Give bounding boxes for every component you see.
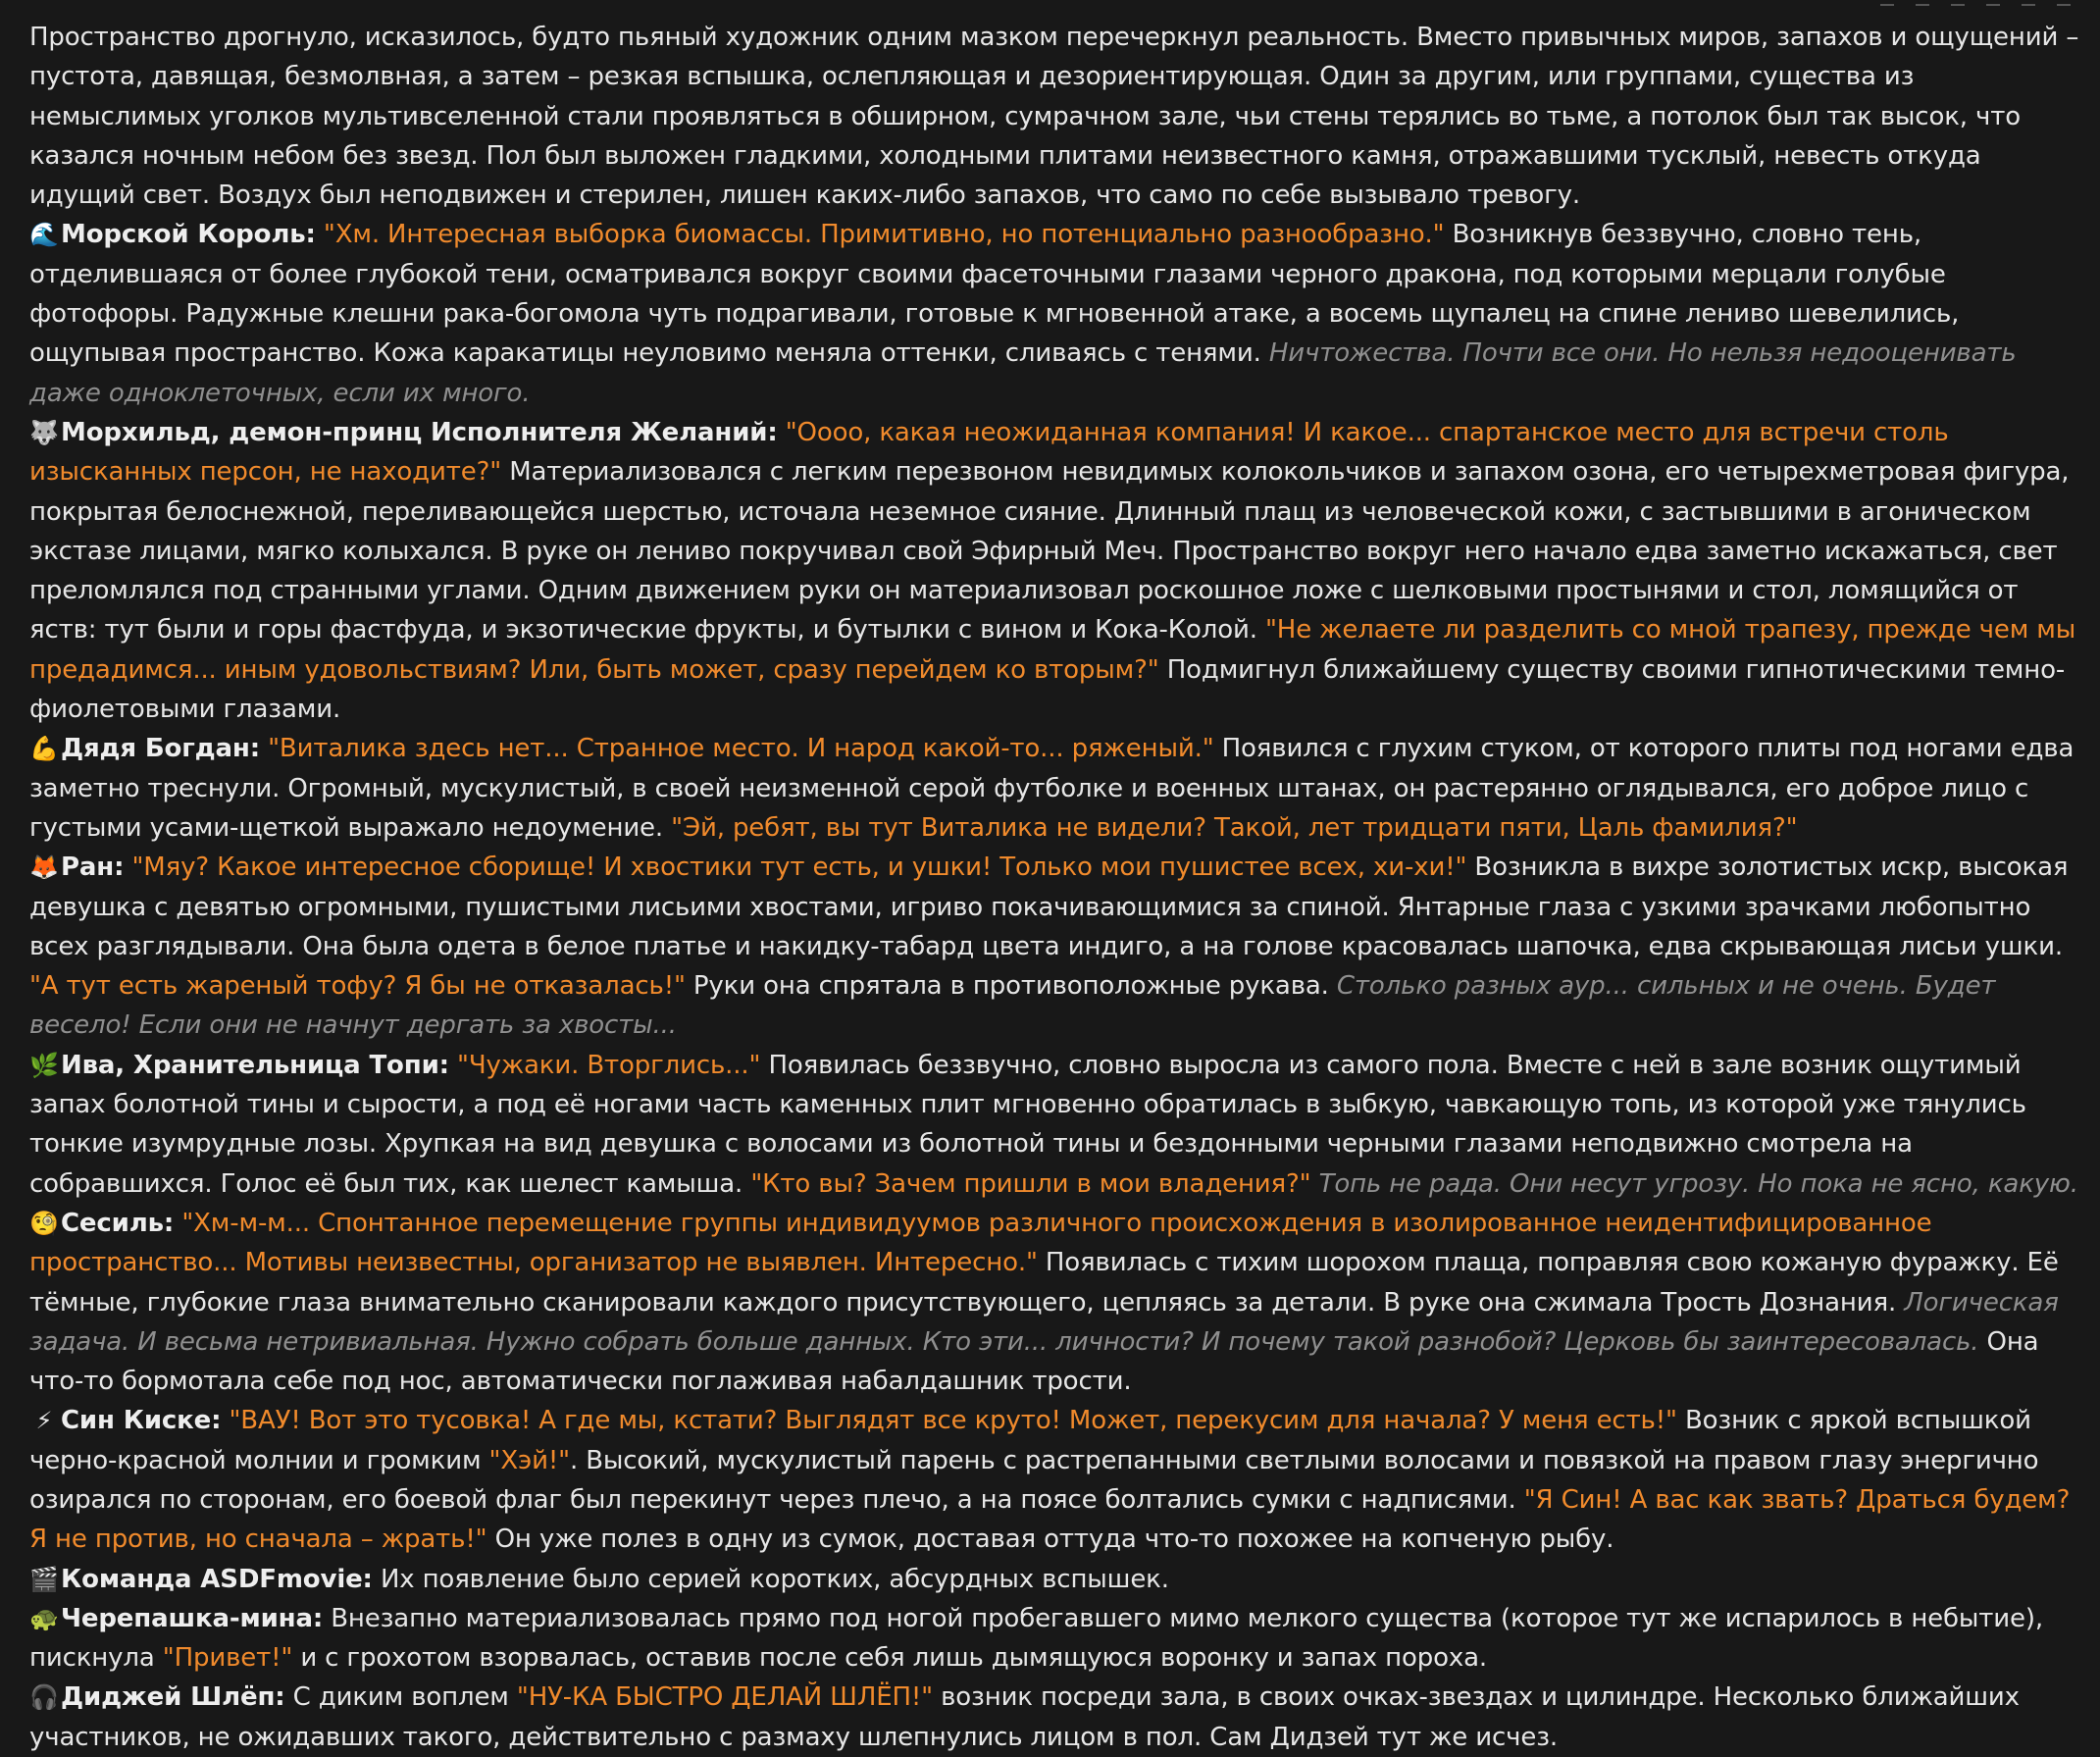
quote: "Виталика здесь нет... Странное место. И народ какой-то... ряженый." — [268, 734, 1214, 764]
turtle-icon: 🐢 — [29, 1604, 59, 1632]
narration: Внезапно материализовалась прямо под ногой пробегавшего мимо мелкого существа (которое тут же испарилось в небытие), пискнула — [29, 1603, 2043, 1674]
quote: "НУ-КА БЫСТРО ДЕЛАЙ ШЛЁП!" — [516, 1682, 933, 1713]
quote: "Кто вы? Зачем пришли в мои владения?" — [750, 1168, 1311, 1199]
quote: "Не желаете ли разделить со мной трапезу, прежде чем мы предадимся... иным удовольствиям? Или, быть может, сразу перейдем ко вторым?" — [29, 615, 2076, 685]
wave-icon: 🌊 — [29, 221, 59, 249]
quote: "А тут есть жареный тофу? Я бы не отказалась!" — [29, 971, 686, 1002]
quote: "Мяу? Какое интересное сборище! И хвостики тут есть, и ушки! Только мои пушистее всех, хи-хи!" — [131, 853, 1467, 883]
toolbar-icon[interactable] — [1916, 0, 1929, 6]
thought: Топь не рада. Они несут угрозу. Но пока не ясно, какую. — [1318, 1168, 2078, 1199]
narration: Возникнув беззвучно, словно тень, отделившаяся от более глубокой тени, осматривался вокруг своими фасеточными глазами черного дракона, под которыми мерцали голубые фотофоры. Радужные клешни рака-богомола чуть подрагивали, готовые к мгновенной атаке, а восемь щупалец на спине лениво шевелились, ощупывая пространство. Кожа каракатицы неуловимо меняла оттенки, сливаясь с тенями. — [29, 220, 1960, 369]
narration: возник посреди зала, в своих очках-звездах и цилиндре. Несколько ближайших участников, не ожидавших такого, действительно с размаху шлепнулись лицом в пол. Сам Дидзей тут же исчез. — [29, 1682, 2020, 1752]
quote: "Привет!" — [162, 1643, 293, 1674]
narration: . Высокий, мускулистый парень с растрепанными светлыми волосами и повязкой на правом глазу энергично озирался по сторонам, его боевой флаг был перекинут через плечо, а на поясе болтались сумки с надписями. — [29, 1445, 2039, 1515]
toolbar-icon[interactable] — [2057, 0, 2071, 6]
narration: Их появление было серией коротких, абсурдных вспышек. — [380, 1564, 1169, 1594]
toolbar-icon[interactable] — [1986, 0, 2000, 6]
chat-message — [29, 18, 2089, 1757]
top-toolbar — [0, 0, 2100, 12]
character-name: Команда ASDFmovie: — [61, 1564, 373, 1594]
narration: Появилась беззвучно, словно выросла из самого пола. Вместе с ней в зале возник ощутимый запах болотной тины и сырости, а под её ногами часть каменных плит мгновенно обратилась в зыбкую, чавкающую топь, из которой уже тянулись тонкие изумрудные лозы. Хрупкая на вид девушка с волосами из болотной тины и бездонными черными глазами неподвижно смотрела на собравшихся. Голос её был тих, как шелест камыша. — [29, 1050, 2026, 1199]
narration: и с грохотом взорвалась, оставив после себя лишь дымящуюся воронку и запах пороха. — [300, 1643, 1487, 1674]
entry-morhild — [29, 413, 2089, 729]
quote: "Чужаки. Вторглись..." — [457, 1050, 761, 1080]
entry-sea-king — [29, 215, 2089, 412]
entry-cecil — [29, 1204, 2089, 1401]
narration: Руки она спрятала в противоположные рукава. — [692, 971, 1329, 1002]
entry-turtle — [29, 1599, 2089, 1679]
character-name: Син Киске: — [61, 1406, 222, 1436]
quote: "Хм. Интересная выборка биомассы. Примитивно, но потенциально разнообразно." — [323, 220, 1445, 250]
flexed-bicep-icon: 💪 — [29, 735, 59, 763]
entry-asdf — [29, 1560, 2089, 1599]
thought: Ничтожества. Почти все они. Но нельзя недооценивать даже одноклеточных, если их много. — [29, 338, 2017, 408]
wolf-icon: 🐺 — [29, 418, 59, 446]
entry-dj — [29, 1678, 2089, 1757]
narration: С диким воплем — [292, 1682, 509, 1713]
narration: Появился с глухим стуком, от которого плиты под ногами едва заметно треснули. Огромный, мускулистый, в своей неизменной серой футболке и военных штанах, он растерянно оглядывался, его доброе лицо с густыми усами-щеткой выражало недоумение. — [29, 734, 2074, 843]
toolbar-icons — [1880, 0, 2071, 6]
character-name: Ран: — [61, 853, 125, 883]
character-name: Дядя Богдан: — [61, 734, 260, 764]
entry-ran — [29, 848, 2089, 1045]
thought: Столько разных аур... сильных и не очень. Будет весело! Если они не начнут дергать за хвосты... — [29, 971, 1996, 1041]
character-name: Диджей Шлёп: — [61, 1682, 285, 1713]
thought: Логическая задача. И весьма нетривиальная. Нужно собрать больше данных. Кто эти... личности? И почему такой разнобой? Церковь бы заинтересовалась. — [29, 1287, 2059, 1357]
entry-bogdan — [29, 729, 2089, 848]
lightning-icon: ⚡ — [35, 1407, 53, 1435]
monocle-face-icon: 🧐 — [29, 1209, 59, 1237]
entry-iva — [29, 1046, 2089, 1204]
narration: Возник с яркой вспышкой черно-красной молнии и громким — [29, 1406, 2031, 1475]
quote: "ВАУ! Вот это тусовка! А где мы, кстати? Выглядят все круто! Может, перекусим для начала? У меня есть!" — [229, 1406, 1677, 1436]
clapperboard-icon: 🎬 — [29, 1565, 59, 1593]
character-name: Черепашка-мина: — [61, 1603, 324, 1633]
narration: Подмигнул ближайшему существу своими гипнотическими темно-фиолетовыми глазами. — [29, 654, 2066, 725]
narration: Материализовался с легким перезвоном невидимых колокольчиков и запахом озона, его четырехметровая фигура, покрытая белоснежной, переливающейся шерстью, источала неземное сияние. Длинный плащ из человеческой кожи, с застывшими в агоническом экстазе лицами, мягко колыхался. В руке он лениво покручивал свой Эфирный Меч. Пространство вокруг него начало едва заметно искажаться, свет преломлялся под странными углами. Одним движением руки он материализовал роскошное ложе с шелковыми простынями и стол, ломящийся от яств: тут были и горы фастфуда, и экзотические фрукты, и бутылки с вином и Кока-Колой. — [29, 457, 2070, 646]
quote: "Эй, ребят, вы тут Виталика не видели? Такой, лет тридцати пяти, Цаль фамилия?" — [671, 812, 1798, 843]
character-name: Морхильд, демон-принц Исполнителя Желаний: — [61, 417, 778, 447]
quote: "Хм-м-м... Спонтанное перемещение группы индивидуумов различного происхождения в изолированное неидентифицированное пространство... Мотивы неизвестны, организатор не выявлен. Интересно." — [29, 1208, 1932, 1278]
quote: "Я Син! А вас как звать? Драться будем? Я не против, но сначала – жрать!" — [29, 1484, 2071, 1555]
entry-sin — [29, 1401, 2089, 1559]
character-name: Морской Король: — [61, 220, 316, 250]
toolbar-icon[interactable] — [1880, 0, 1894, 6]
narration: Появилась с тихим шорохом плаща, поправляя свою кожаную фуражку. Её тёмные, глубокие глаза внимательно сканировали каждого присутствующего, цепляясь за детали. В руке она сжимала Трость Дознания. — [29, 1248, 2059, 1318]
character-name: Ива, Хранительница Топи: — [61, 1050, 449, 1080]
quote: "Хэй!" — [488, 1445, 570, 1475]
narration: Возникла в вихре золотистых искр, высокая девушка с девятью огромными, пушистыми лисьими хвостами, игриво покачивающимися за спиной. Янтарные глаза с узкими зрачками любопытно всех разглядывали. Она была одета в белое платье и накидку-табард цвета индиго, а на голове красовалась шапочка, едва скрывающая лисьи ушки. — [29, 853, 2069, 961]
narration: Она что-то бормотала себе под нос, автоматически поглаживая набалдашник трости. — [29, 1326, 2039, 1397]
character-name: Сесиль: — [61, 1208, 175, 1238]
toolbar-icon[interactable] — [2022, 0, 2035, 6]
toolbar-icon[interactable] — [1951, 0, 1965, 6]
quote: "Оооо, какая неожиданная компания! И какое... спартанское место для встречи столь изысканных персон, не находите?" — [29, 417, 1949, 488]
fox-icon: 🦊 — [29, 853, 59, 882]
narration: Он уже полез в одну из сумок, доставая оттуда что-то похожее на копченую рыбу. — [494, 1524, 1614, 1555]
intro-paragraph: Пространство дрогнуло, исказилось, будто пьяный художник одним мазком перечеркнул реальность. Вместо привычных миров, запахов и ощущений – пустота, давящая, безмолвная, а затем – резкая вспышка, ослепляющая и дезориентирующая. Один за другим, или группами, существа из немыслимых уголков мультивселенной стали проявляться в обширном, сумрачном зале, чьи стены терялись во тьме, а потолок был так высок, что казался ночным небом без звезд. Пол был выложен гладкими, холодными плитами неизвестного камня, отражавшими тусклый, невесть откуда идущий свет. Воздух был неподвижен и стерилен, лишен каких-либо запахов, что само по себе вызывало тревогу. — [29, 23, 2079, 211]
headphones-icon: 🎧 — [29, 1683, 59, 1712]
herb-icon: 🌿 — [29, 1051, 59, 1079]
